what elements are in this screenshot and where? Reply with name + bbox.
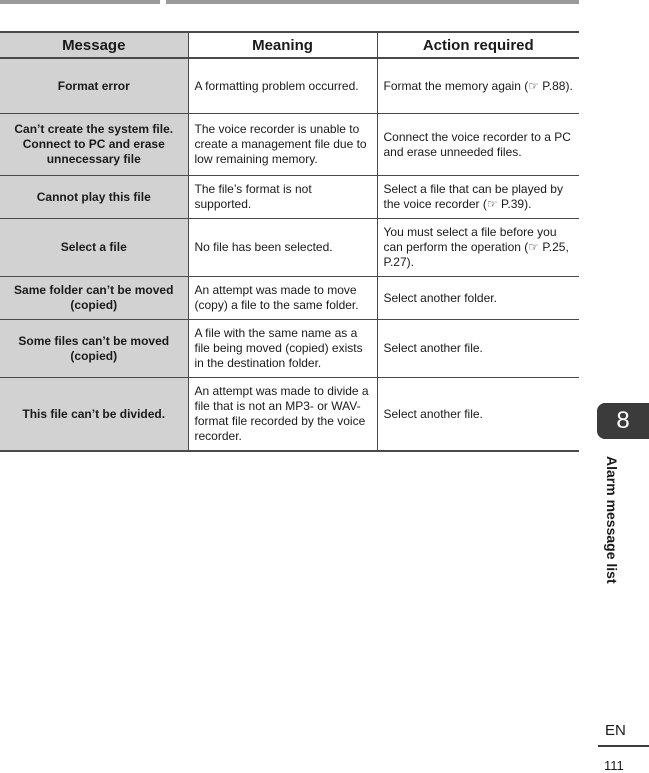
message-cell: Some files can’t be moved (copied) [0, 320, 188, 378]
table-row [0, 378, 579, 452]
language-label: EN [605, 722, 626, 739]
table-row [0, 219, 579, 277]
meaning-cell: No file has been selected. [188, 219, 377, 277]
table-row [0, 277, 579, 320]
table-row [0, 114, 579, 176]
message-cell: Can’t create the system file. Connect to PC and erase unnecessary file [0, 114, 188, 176]
header-message: Message [0, 32, 188, 58]
message-cell: Format error [0, 58, 188, 114]
action-cell: Connect the voice recorder to a PC and erase unneeded files. [377, 114, 579, 176]
table-header-row [0, 32, 579, 58]
meaning-cell: An attempt was made to divide a file that is not an MP3- or WAV-format file recorded by the voice recorder. [188, 378, 377, 452]
action-cell: Format the memory again (☞ P.88). [377, 58, 579, 114]
meaning-cell: The file’s format is not supported. [188, 176, 377, 219]
header-meaning: Meaning [188, 32, 377, 58]
meaning-cell: The voice recorder is unable to create a management file due to low remaining memory. [188, 114, 377, 176]
page-number: 111 [604, 758, 624, 773]
language-divider [598, 745, 649, 747]
action-cell: Select another file. [377, 378, 579, 452]
table-row [0, 320, 579, 378]
meaning-cell: A formatting problem occurred. [188, 58, 377, 114]
action-cell: You must select a file before you can perform the operation (☞ P.25, P.27). [377, 219, 579, 277]
message-cell: Same folder can’t be moved (copied) [0, 277, 188, 320]
message-cell: Cannot play this file [0, 176, 188, 219]
alarm-message-table [0, 31, 579, 452]
table-row [0, 58, 579, 114]
top-rule-notch [160, 0, 166, 4]
action-cell: Select a file that can be played by the voice recorder (☞ P.39). [377, 176, 579, 219]
message-cell: This file can’t be divided. [0, 378, 188, 452]
meaning-cell: An attempt was made to move (copy) a file to the same folder. [188, 277, 377, 320]
meaning-cell: A file with the same name as a file being moved (copied) exists in the destination folder. [188, 320, 377, 378]
header-action: Action required [377, 32, 579, 58]
message-cell: Select a file [0, 219, 188, 277]
top-rule [0, 0, 579, 4]
action-cell: Select another folder. [377, 277, 579, 320]
action-cell: Select another file. [377, 320, 579, 378]
chapter-tab: 8 [597, 403, 649, 439]
section-title: Alarm message list [604, 456, 620, 584]
table-row [0, 176, 579, 219]
